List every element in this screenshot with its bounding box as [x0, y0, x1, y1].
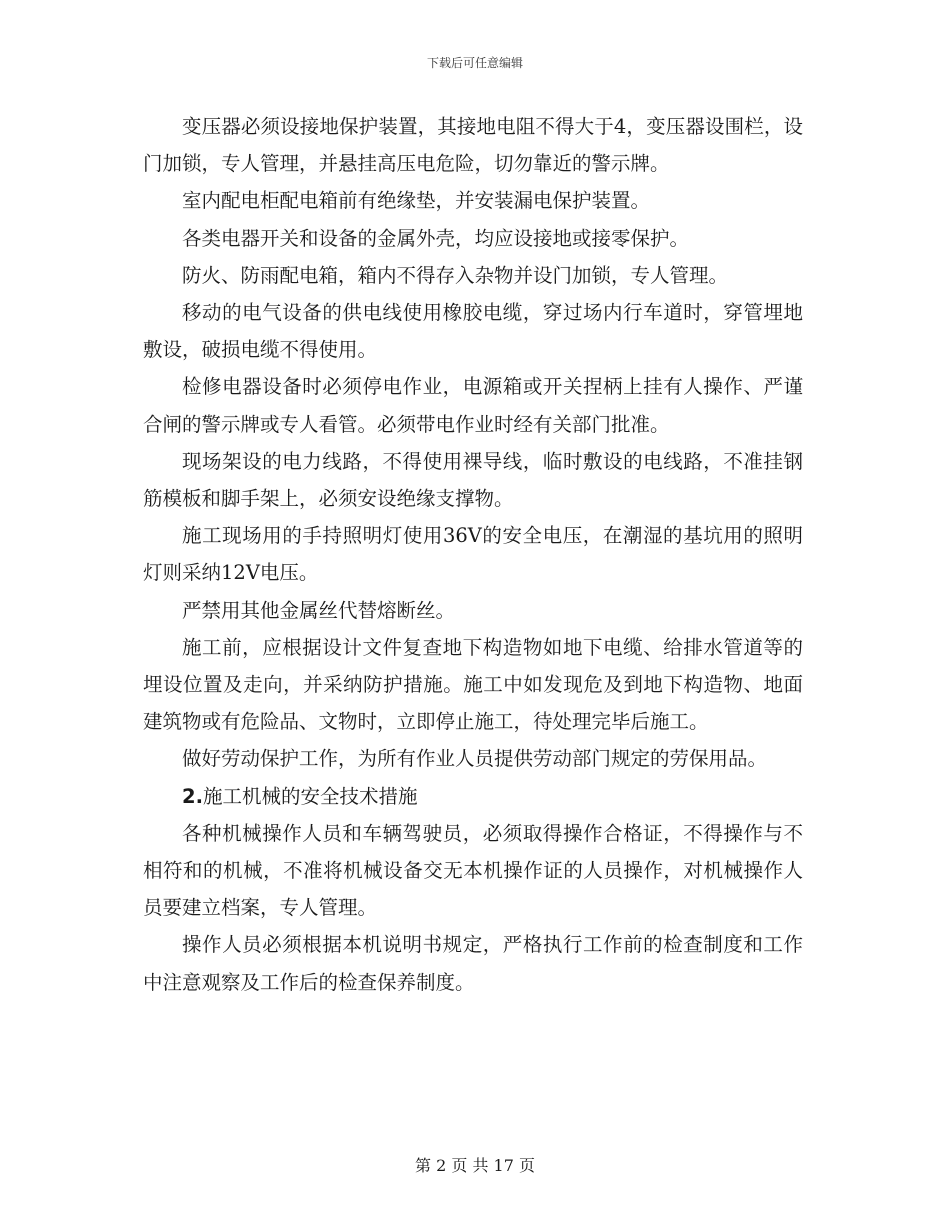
paragraph-labor-protection: 做好劳动保护工作，为所有作业人员提供劳动部门规定的劳保用品。 [182, 747, 768, 771]
paragraph-metal-casing-grounding: 各类电器开关和设备的金属外壳，均应设接地或接零保护。 [182, 226, 690, 250]
paragraph-fuse-wire: 严禁用其他金属丝代替熔断丝。 [182, 598, 456, 622]
section-heading-machinery-safety [143, 778, 803, 815]
paragraph-transformer-grounding: 变压器必须设接地保护装置，其接地电阻不得大于4，变压器设围栏，设门加锁，专人管理，并悬挂高压电危险，切勿靠近的警示牌。 [143, 115, 803, 176]
paragraph-safety-voltage: 施工现场用的手持照明灯使用36V的安全电压，在潮湿的基坑用的照明灯则采纳12V电压。 [143, 524, 803, 585]
paragraph-operator-certification: 各种机械操作人员和车辆驾驶员，必须取得操作合格证，不得操作与不相符和的机械，不准将机械设备交无本机操作证的人员操作，对机械操作人员要建立档案，专人管理。 [143, 821, 803, 920]
paragraph-insulation-mat: 室内配电柜配电箱前有绝缘垫，并安装漏电保护装置。 [182, 189, 651, 213]
section-number: 2. [182, 784, 203, 808]
paragraph-power-lines: 现场架设的电力线路，不得使用裸导线，临时敷设的电线路，不准挂钢筋模板和脚手架上，必须安设绝缘支撑物。 [143, 449, 803, 511]
paragraph-rubber-cable: 移动的电气设备的供电线使用橡胶电缆，穿过场内行车道时，穿管埋地敷设，破损电缆不得使用。 [143, 301, 803, 362]
paragraph-maintenance-power-off: 检修电器设备时必须停电作业，电源箱或开关捏柄上挂有人操作、严谨合闸的警示牌或专人看管。必须带电作业时经有关部门批准。 [143, 375, 803, 436]
paragraph-underground-structures: 施工前，应根据设计文件复查地下构造物如地下电缆、给排水管道等的埋设位置及走向，并采纳防护措施。施工中如发现危及到地下构造物、地面建筑物或有危险品、文物时，立即停止施工，待处理完毕后施工。 [143, 635, 803, 734]
section-title: 施工机械的安全技术措施 [202, 784, 418, 808]
paragraph-distribution-box: 防火、防雨配电箱，箱内不得存入杂物并设门加锁，专人管理。 [182, 263, 729, 287]
page-footer: 第 2 页 共 17 页 [415, 1156, 535, 1175]
document-body [143, 108, 803, 1001]
paragraph-inspection-system: 操作人员必须根据本机说明书规定，严格执行工作前的检查制度和工作中注意观察及工作后的检查保养制度。 [143, 933, 803, 994]
page-header: 下载后可任意编辑 [426, 56, 523, 70]
